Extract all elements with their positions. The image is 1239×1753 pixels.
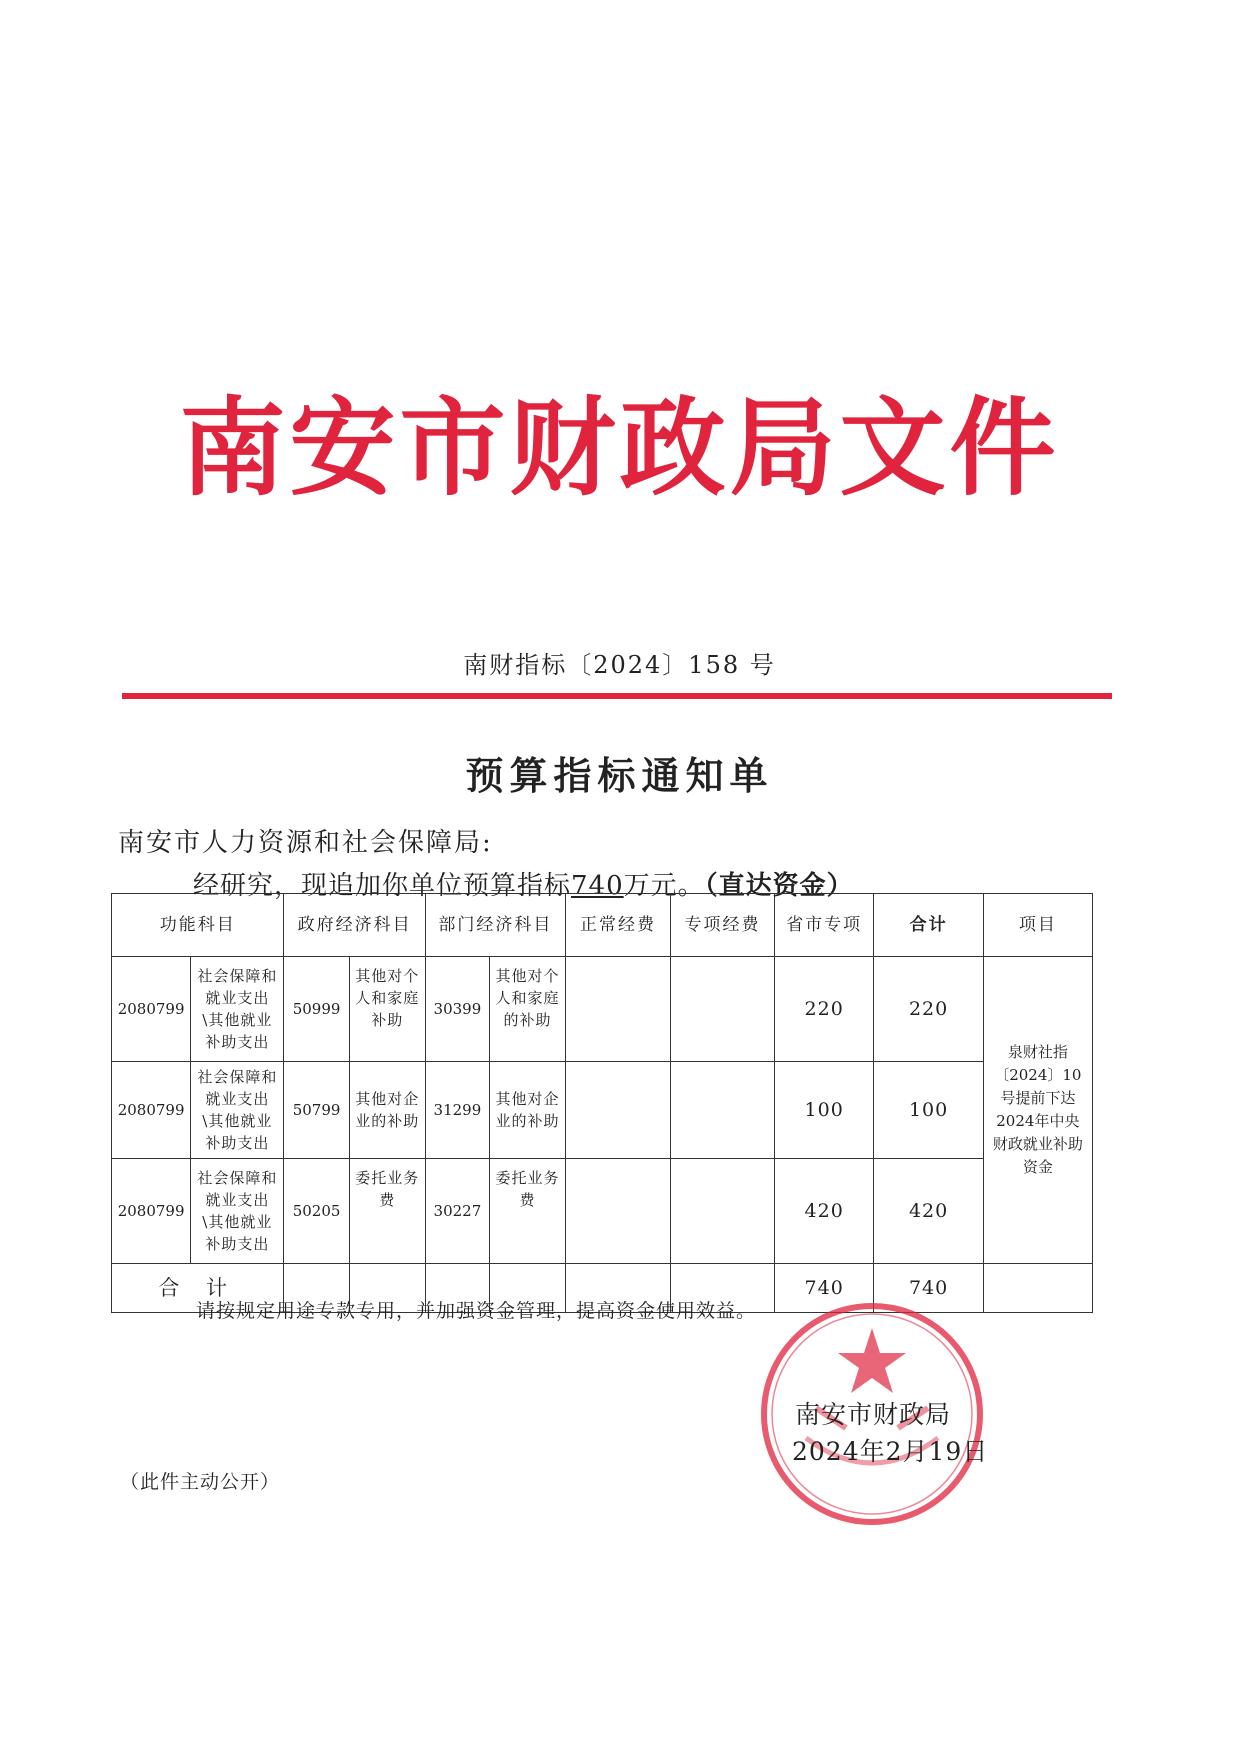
provincial-special-cell: 420	[774, 1159, 874, 1264]
document-number: 南财指标〔2024〕158 号	[463, 651, 776, 679]
header-special-funds: 专项经费	[671, 894, 775, 957]
dept-econ-name: 委托业务费	[490, 1159, 566, 1264]
total-cell: 220	[874, 957, 983, 1062]
red-divider-line	[122, 693, 1112, 699]
recipient: 南安市人力资源和社会保障局:	[118, 828, 493, 858]
issuer-name: 南安市财政局	[795, 1400, 952, 1429]
budget-table	[111, 893, 1093, 1313]
normal-funds-cell	[566, 1062, 671, 1159]
total-cell: 100	[874, 1062, 983, 1159]
document-header-title: 南安市财政局文件	[179, 385, 1060, 510]
header-total: 合计	[874, 894, 983, 957]
empty-cell	[983, 1264, 1092, 1313]
usage-remark: 请按规定用途专款专用，并加强资金管理，提高资金使用效益。	[196, 1300, 757, 1322]
table-row	[112, 1159, 1093, 1264]
table-row	[112, 957, 1093, 1062]
table-row	[112, 1062, 1093, 1159]
normal-funds-cell	[566, 1159, 671, 1264]
gov-econ-name: 其他对个人和家庭补助	[349, 957, 425, 1062]
dept-econ-name: 其他对企业的补助	[490, 1062, 566, 1159]
body-suffix: 万元。	[623, 871, 705, 901]
gov-econ-code: 50999	[284, 957, 349, 1062]
function-code: 2080799	[112, 1062, 191, 1159]
header-dept-econ-subject: 部门经济科目	[425, 894, 565, 957]
body-prefix: 经研究，现追加你单位预算指标	[193, 871, 572, 901]
public-disclosure-note: （此件主动公开）	[120, 1471, 281, 1493]
special-funds-cell	[671, 957, 775, 1062]
header-gov-econ-subject: 政府经济科目	[284, 894, 425, 957]
dept-econ-code: 30227	[425, 1159, 489, 1264]
gov-econ-code: 50205	[284, 1159, 349, 1264]
function-name: 社会保障和就业支出\其他就业补助支出	[191, 1062, 284, 1159]
project-cell: 泉财社指〔2024〕10号提前下达2024年中央财政就业补助资金	[983, 957, 1092, 1264]
funding-tag: （直达资金）	[704, 871, 854, 901]
gov-econ-code: 50799	[284, 1062, 349, 1159]
provincial-special-cell: 100	[774, 1062, 874, 1159]
total-cell: 420	[874, 1159, 983, 1264]
normal-funds-cell	[566, 957, 671, 1062]
header-project: 项目	[983, 894, 1092, 957]
header-provincial-special: 省市专项	[774, 894, 874, 957]
function-code: 2080799	[112, 957, 191, 1062]
total-provincial-special: 740	[774, 1264, 874, 1313]
total-label: 合 计	[112, 1264, 284, 1313]
header-normal-funds: 正常经费	[566, 894, 671, 957]
grand-total: 740	[874, 1264, 983, 1313]
issue-date: 2024年2月19日	[792, 1437, 989, 1466]
gov-econ-name: 其他对企业的补助	[349, 1062, 425, 1159]
special-funds-cell	[671, 1062, 775, 1159]
gov-econ-name: 委托业务费	[349, 1159, 425, 1264]
dept-econ-code: 30399	[425, 957, 489, 1062]
provincial-special-cell: 220	[774, 957, 874, 1062]
body-amount: 740	[571, 871, 624, 901]
special-funds-cell	[671, 1159, 775, 1264]
dept-econ-code: 31299	[425, 1062, 489, 1159]
dept-econ-name: 其他对个人和家庭的补助	[490, 957, 566, 1062]
notice-title: 预算指标通知单	[465, 753, 774, 798]
function-name: 社会保障和就业支出\其他就业补助支出	[191, 957, 284, 1062]
header-function-subject: 功能科目	[112, 894, 284, 957]
table-header-row	[112, 894, 1093, 957]
function-code: 2080799	[112, 1159, 191, 1264]
function-name: 社会保障和就业支出\其他就业补助支出	[191, 1159, 284, 1264]
